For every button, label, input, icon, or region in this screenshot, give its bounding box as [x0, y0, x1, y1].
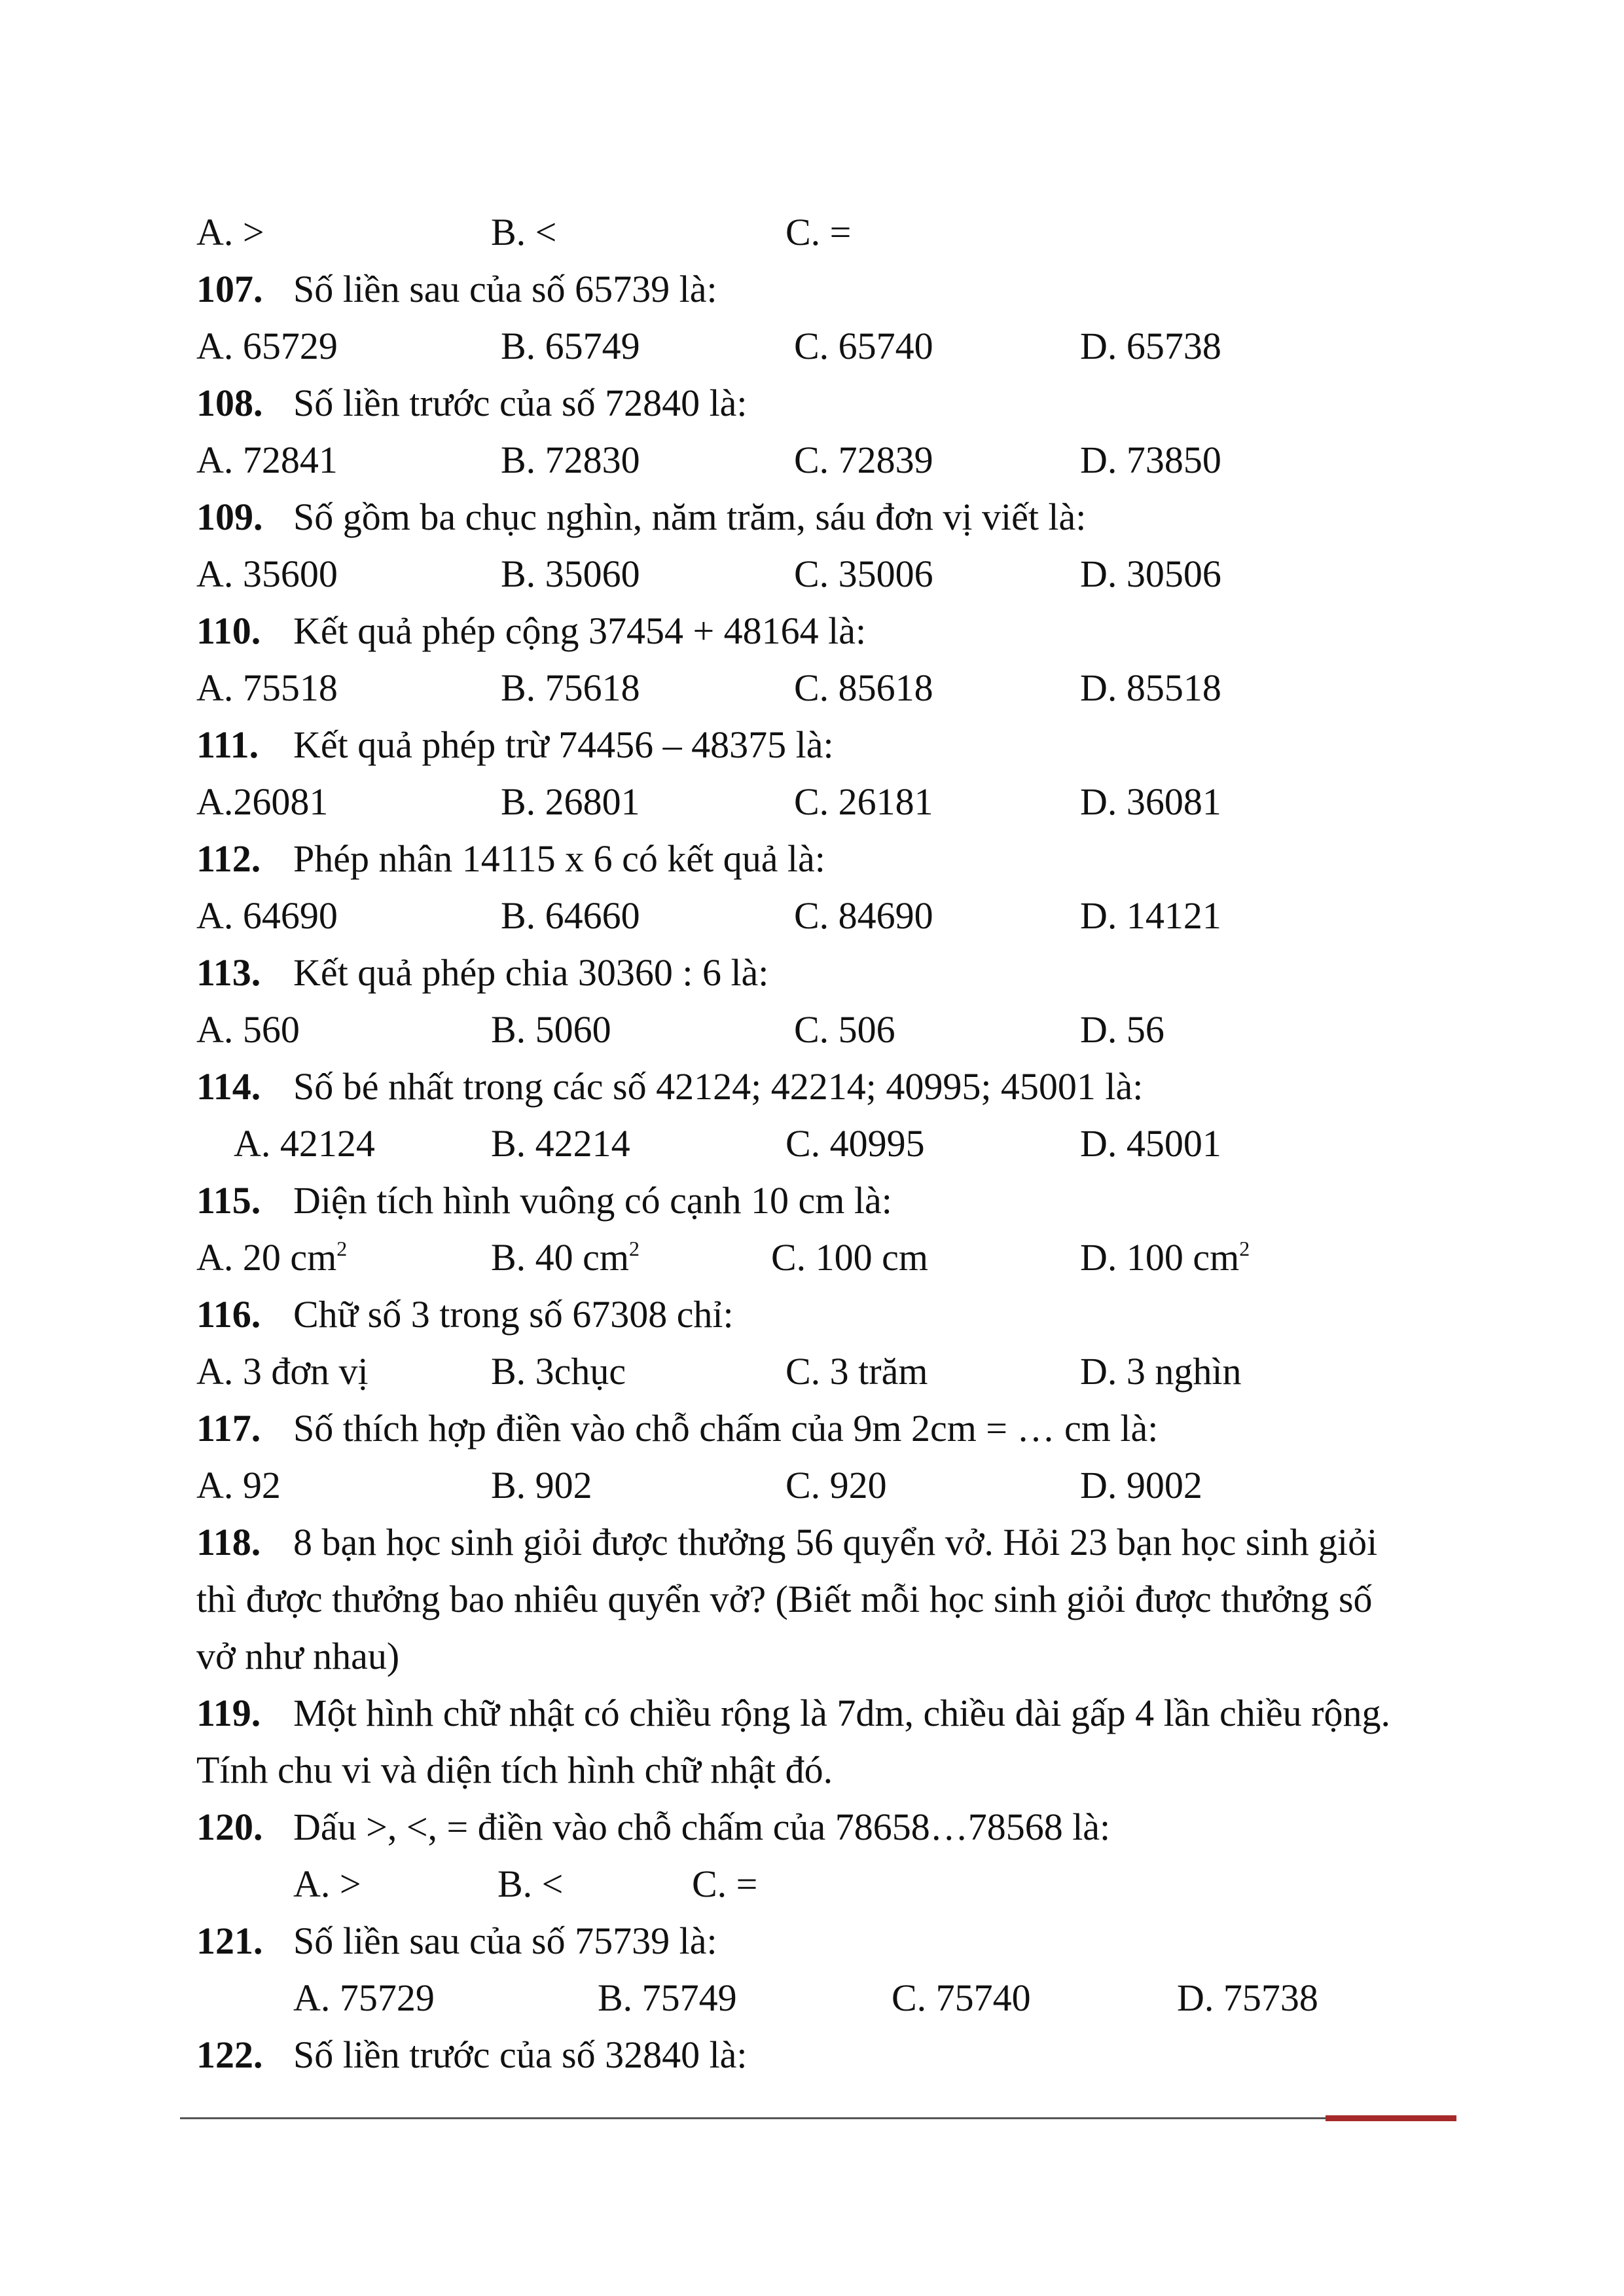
option-text: D. 100 cm [1080, 1236, 1240, 1279]
question-number: 120. [196, 1806, 263, 1848]
option-b: B. 902 [491, 1464, 592, 1506]
question-number: 116. [196, 1293, 261, 1336]
option-b: B. 3chục [491, 1350, 626, 1393]
question-number: 107. [196, 268, 263, 310]
question-number: 121. [196, 1920, 263, 1962]
options-row [0, 204, 1624, 261]
option-a: A. 3 đơn vị [196, 1350, 369, 1393]
option-a: A. 35600 [196, 553, 338, 595]
options-row [0, 1115, 1624, 1173]
option-b [491, 1229, 640, 1292]
options-row [0, 1457, 1624, 1514]
option-b: B. 42214 [491, 1122, 630, 1165]
footer-accent-bar [1326, 2115, 1456, 2121]
question-number: 110. [196, 610, 261, 652]
option-c: C. 75740 [892, 1977, 1031, 2019]
option-c [771, 1229, 928, 1286]
question-number: 112. [196, 837, 261, 880]
question-118 [0, 1514, 1624, 1571]
option-b: B. 64660 [501, 894, 640, 937]
option-b: B. < [491, 211, 557, 253]
question-text: vở như nhau) [196, 1635, 400, 1677]
option-d: D. 85518 [1080, 666, 1221, 709]
question-122 [0, 2026, 1624, 2084]
option-d: D. 73850 [1080, 439, 1221, 481]
option-b: B. 75749 [598, 1977, 737, 2019]
option-c: C. 3 trăm [785, 1350, 928, 1393]
option-b: B. 75618 [501, 666, 640, 709]
question-text: Số liền sau của số 75739 là: [293, 1920, 717, 1962]
superscript: 2 [336, 1237, 348, 1260]
superscript: 2 [629, 1237, 640, 1260]
question-text: Số thích hợp điền vào chỗ chấm của 9m 2cm = … cm là: [293, 1407, 1159, 1449]
options-row [0, 1969, 1624, 2027]
options-row [0, 545, 1624, 603]
question-text: Số bé nhất trong các số 42124; 42214; 40995; 45001 là: [293, 1065, 1144, 1108]
question-107 [0, 261, 1624, 318]
option-a: A. 560 [196, 1008, 300, 1051]
question-text: 8 bạn học sinh giỏi được thưởng 56 quyển vở. Hỏi 23 bạn học sinh giỏi [293, 1521, 1378, 1563]
option-d: D. 36081 [1080, 780, 1221, 823]
options-row [0, 1229, 1624, 1286]
question-number: 115. [196, 1179, 261, 1222]
option-c: C. 72839 [794, 439, 933, 481]
option-d: D. 9002 [1080, 1464, 1202, 1506]
question-text: Kết quả phép trừ 74456 – 48375 là: [293, 723, 834, 766]
option-b: B. 65749 [501, 325, 640, 367]
option-c: C. 85618 [794, 666, 933, 709]
footer-rule [180, 2117, 1326, 2119]
question-number: 108. [196, 382, 263, 424]
option-d: D. 56 [1080, 1008, 1164, 1051]
options-row [0, 318, 1624, 375]
option-d: D. 14121 [1080, 894, 1221, 937]
question-117 [0, 1400, 1624, 1457]
option-d [1080, 1229, 1250, 1292]
question-121 [0, 1912, 1624, 1970]
question-114 [0, 1058, 1624, 1116]
option-c: C. = [692, 1863, 758, 1905]
option-a: A. > [293, 1863, 361, 1905]
option-a: A. 72841 [196, 439, 338, 481]
option-text: A. 20 cm [196, 1236, 337, 1279]
question-108 [0, 374, 1624, 432]
question-110 [0, 602, 1624, 660]
options-row [0, 659, 1624, 717]
option-d: D. 30506 [1080, 553, 1221, 595]
question-number: 117. [196, 1407, 261, 1449]
question-number: 111. [196, 723, 259, 766]
option-c: C. 35006 [794, 553, 933, 595]
option-a: A. 75729 [293, 1977, 435, 2019]
question-continuation [0, 1571, 1624, 1628]
question-111 [0, 716, 1624, 774]
option-c: C. 84690 [794, 894, 933, 937]
question-text: Số liền trước của số 72840 là: [293, 382, 748, 424]
question-number: 109. [196, 496, 263, 538]
option-c: C. 65740 [794, 325, 933, 367]
question-text: thì được thưởng bao nhiêu quyển vở? (Biết mỗi học sinh giỏi được thưởng số [196, 1578, 1373, 1620]
question-text: Diện tích hình vuông có cạnh 10 cm là: [293, 1179, 892, 1222]
option-a: A. > [196, 211, 264, 253]
question-text: Một hình chữ nhật có chiều rộng là 7dm, chiều dài gấp 4 lần chiều rộng. [293, 1692, 1390, 1734]
question-text: Dấu >, <, = điền vào chỗ chấm của 78658…78568 là: [293, 1806, 1111, 1848]
option-b: B. 5060 [491, 1008, 611, 1051]
question-115 [0, 1172, 1624, 1230]
option-c: C. 506 [794, 1008, 895, 1051]
superscript: 2 [1239, 1237, 1250, 1260]
option-b: B. 26801 [501, 780, 640, 823]
option-d: D. 65738 [1080, 325, 1221, 367]
option-text: B. 40 cm [491, 1236, 630, 1279]
option-a: A.26081 [196, 780, 329, 823]
question-120 [0, 1798, 1624, 1856]
option-b: B. 72830 [501, 439, 640, 481]
question-119 [0, 1685, 1624, 1742]
options-row [0, 1855, 1624, 1913]
option-c: C. 40995 [785, 1122, 925, 1165]
option-a: A. 42124 [234, 1122, 375, 1165]
question-109 [0, 488, 1624, 546]
question-continuation [0, 1741, 1624, 1799]
option-c: C. 920 [785, 1464, 887, 1506]
option-b: B. < [497, 1863, 564, 1905]
question-text: Phép nhân 14115 x 6 có kết quả là: [293, 837, 825, 880]
option-d: D. 75738 [1177, 1977, 1318, 2019]
question-text: Kết quả phép chia 30360 : 6 là: [293, 951, 769, 994]
question-116 [0, 1286, 1624, 1343]
option-a: A. 92 [196, 1464, 281, 1506]
option-a: A. 75518 [196, 666, 338, 709]
question-text: Kết quả phép cộng 37454 + 48164 là: [293, 610, 867, 652]
option-d: D. 45001 [1080, 1122, 1221, 1165]
question-text: Tính chu vi và diện tích hình chữ nhật đó. [196, 1749, 833, 1791]
question-text: Số gồm ba chục nghìn, năm trăm, sáu đơn vị viết là: [293, 496, 1087, 538]
question-text: Số liền sau của số 65739 là: [293, 268, 717, 310]
question-number: 122. [196, 2033, 263, 2076]
question-continuation [0, 1628, 1624, 1685]
question-number: 119. [196, 1692, 261, 1734]
options-row [0, 887, 1624, 945]
options-row [0, 773, 1624, 831]
option-d: D. 3 nghìn [1080, 1350, 1242, 1393]
options-row [0, 431, 1624, 489]
option-a [196, 1229, 347, 1292]
question-number: 118. [196, 1521, 261, 1563]
question-112 [0, 830, 1624, 888]
option-a: A. 65729 [196, 325, 338, 367]
question-number: 113. [196, 951, 261, 994]
question-113 [0, 944, 1624, 1002]
question-number: 114. [196, 1065, 261, 1108]
option-a: A. 64690 [196, 894, 338, 937]
option-c: C. = [785, 211, 852, 253]
options-row [0, 1343, 1624, 1400]
option-text: C. 100 cm [771, 1236, 929, 1279]
option-c: C. 26181 [794, 780, 933, 823]
question-text: Chữ số 3 trong số 67308 chỉ: [293, 1293, 734, 1336]
options-row [0, 1001, 1624, 1059]
option-b: B. 35060 [501, 553, 640, 595]
question-text: Số liền trước của số 32840 là: [293, 2033, 748, 2076]
